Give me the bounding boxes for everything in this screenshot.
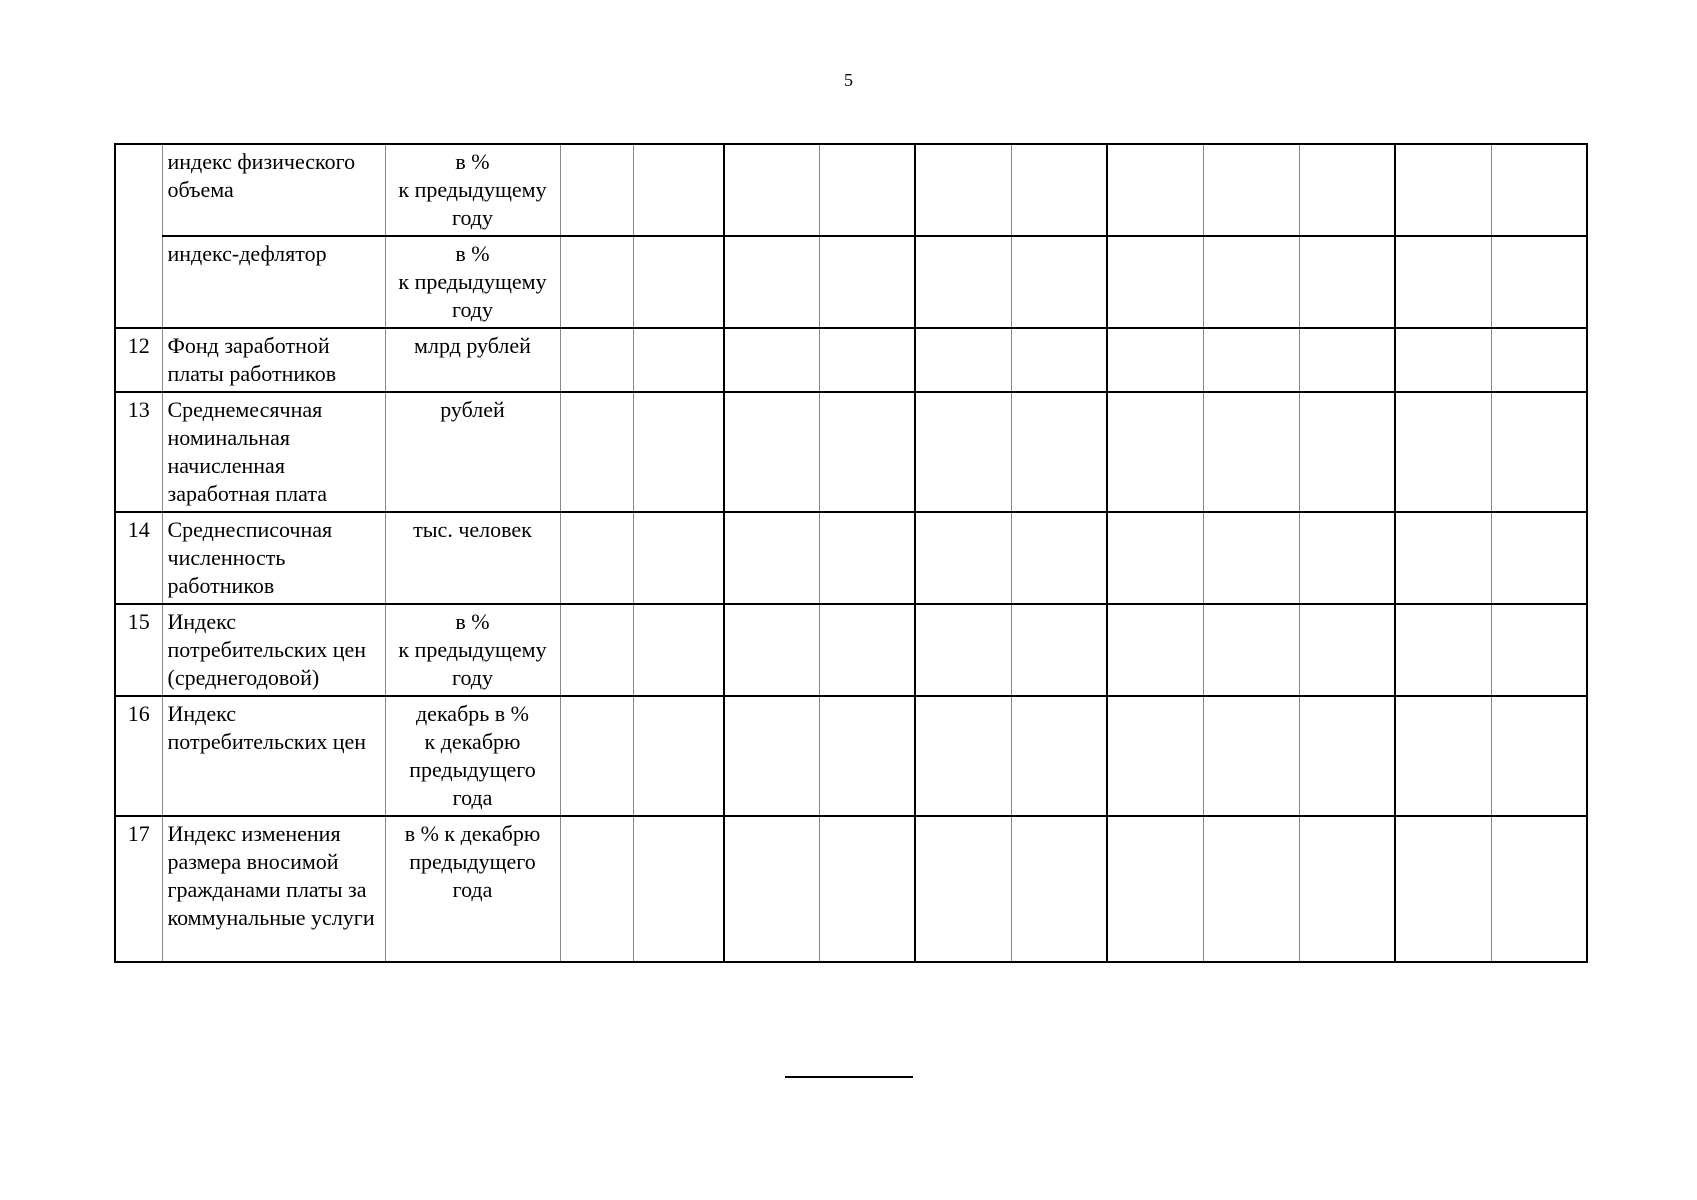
value-cell [1395, 816, 1491, 962]
table-row [115, 144, 1587, 236]
value-cell [1395, 512, 1491, 604]
value-cell [633, 392, 724, 512]
value-cell [915, 236, 1011, 328]
value-cell [1107, 816, 1203, 962]
value-cell [1011, 512, 1107, 604]
value-cell [724, 696, 819, 816]
table-row [115, 816, 1587, 962]
value-cell [1395, 328, 1491, 392]
indicator-name-cell: Фонд заработной платы работников [162, 328, 385, 392]
value-cell [633, 696, 724, 816]
value-cell [1491, 696, 1587, 816]
value-cell [1395, 144, 1491, 236]
value-cell [633, 144, 724, 236]
table-row [115, 512, 1587, 604]
value-cell [1011, 236, 1107, 328]
value-cell [633, 604, 724, 696]
indicator-name-cell: индекс физического объема [162, 144, 385, 236]
value-cell [1203, 512, 1299, 604]
value-cell [1491, 604, 1587, 696]
value-cell [915, 696, 1011, 816]
value-cell [1299, 696, 1395, 816]
value-cell [560, 328, 633, 392]
unit-cell: рублей [385, 392, 560, 512]
value-cell [633, 236, 724, 328]
unit-cell: тыс. человек [385, 512, 560, 604]
value-cell [1107, 604, 1203, 696]
unit-cell: в % к предыдущему году [385, 604, 560, 696]
value-cell [819, 696, 915, 816]
table-row [115, 696, 1587, 816]
table-body [115, 144, 1587, 962]
value-cell [1107, 512, 1203, 604]
value-cell [1299, 328, 1395, 392]
value-cell [915, 144, 1011, 236]
value-cell [819, 816, 915, 962]
value-cell [633, 816, 724, 962]
value-cell [819, 604, 915, 696]
value-cell [1491, 328, 1587, 392]
unit-cell: декабрь в % к декабрю предыдущего года [385, 696, 560, 816]
value-cell [724, 144, 819, 236]
row-number-cell: 16 [115, 696, 162, 816]
value-cell [1011, 144, 1107, 236]
row-number-cell: 13 [115, 392, 162, 512]
indicator-name-cell: индекс-дефлятор [162, 236, 385, 328]
value-cell [819, 328, 915, 392]
value-cell [560, 696, 633, 816]
value-cell [1107, 696, 1203, 816]
value-cell [1011, 696, 1107, 816]
value-cell [724, 328, 819, 392]
value-cell [915, 392, 1011, 512]
table-row [115, 392, 1587, 512]
value-cell [724, 512, 819, 604]
value-cell [724, 236, 819, 328]
value-cell [819, 236, 915, 328]
table-row [115, 604, 1587, 696]
value-cell [1107, 328, 1203, 392]
value-cell [819, 392, 915, 512]
value-cell [1491, 392, 1587, 512]
value-cell [1491, 236, 1587, 328]
value-cell [915, 816, 1011, 962]
value-cell [1299, 816, 1395, 962]
indicator-name-cell: Индекс потребительских цен (среднегодовой) [162, 604, 385, 696]
value-cell [1107, 144, 1203, 236]
value-cell [560, 144, 633, 236]
value-cell [915, 604, 1011, 696]
row-number-cell: 17 [115, 816, 162, 962]
value-cell [915, 512, 1011, 604]
value-cell [1203, 328, 1299, 392]
row-number-cell: 12 [115, 328, 162, 392]
value-cell [1395, 696, 1491, 816]
value-cell [724, 604, 819, 696]
value-cell [560, 816, 633, 962]
value-cell [915, 328, 1011, 392]
value-cell [1299, 512, 1395, 604]
value-cell [724, 392, 819, 512]
value-cell [1395, 604, 1491, 696]
value-cell [1203, 604, 1299, 696]
end-separator-line [785, 1076, 913, 1078]
value-cell [1203, 236, 1299, 328]
value-cell [1395, 236, 1491, 328]
value-cell [819, 144, 915, 236]
value-cell [1203, 816, 1299, 962]
value-cell [1107, 236, 1203, 328]
value-cell [1491, 512, 1587, 604]
indicator-name-cell: Среднемесячная номинальная начисленная заработная плата [162, 392, 385, 512]
table-row [115, 236, 1587, 328]
value-cell [1299, 236, 1395, 328]
value-cell [1203, 392, 1299, 512]
unit-cell: млрд рублей [385, 328, 560, 392]
value-cell [1491, 816, 1587, 962]
unit-cell: в % к предыдущему году [385, 144, 560, 236]
indicator-name-cell: Среднесписочная численность работников [162, 512, 385, 604]
row-number-cell [115, 144, 162, 328]
value-cell [1203, 696, 1299, 816]
indicators-table [114, 143, 1588, 963]
value-cell [633, 328, 724, 392]
value-cell [633, 512, 724, 604]
table-row [115, 328, 1587, 392]
value-cell [560, 604, 633, 696]
value-cell [1011, 328, 1107, 392]
indicator-name-cell: Индекс изменения размера вносимой гражданами платы за коммунальные услуги [162, 816, 385, 962]
value-cell [560, 236, 633, 328]
row-number-cell: 14 [115, 512, 162, 604]
value-cell [1395, 392, 1491, 512]
value-cell [1299, 144, 1395, 236]
value-cell [819, 512, 915, 604]
value-cell [560, 392, 633, 512]
row-number-cell: 15 [115, 604, 162, 696]
value-cell [1011, 816, 1107, 962]
value-cell [560, 512, 633, 604]
value-cell [1299, 392, 1395, 512]
unit-cell: в % к предыдущему году [385, 236, 560, 328]
value-cell [1011, 392, 1107, 512]
page-number: 5 [844, 70, 853, 90]
value-cell [1011, 604, 1107, 696]
value-cell [1491, 144, 1587, 236]
value-cell [1203, 144, 1299, 236]
unit-cell: в % к декабрю предыдущего года [385, 816, 560, 962]
value-cell [724, 816, 819, 962]
value-cell [1107, 392, 1203, 512]
value-cell [1299, 604, 1395, 696]
indicator-name-cell: Индекс потребительских цен [162, 696, 385, 816]
